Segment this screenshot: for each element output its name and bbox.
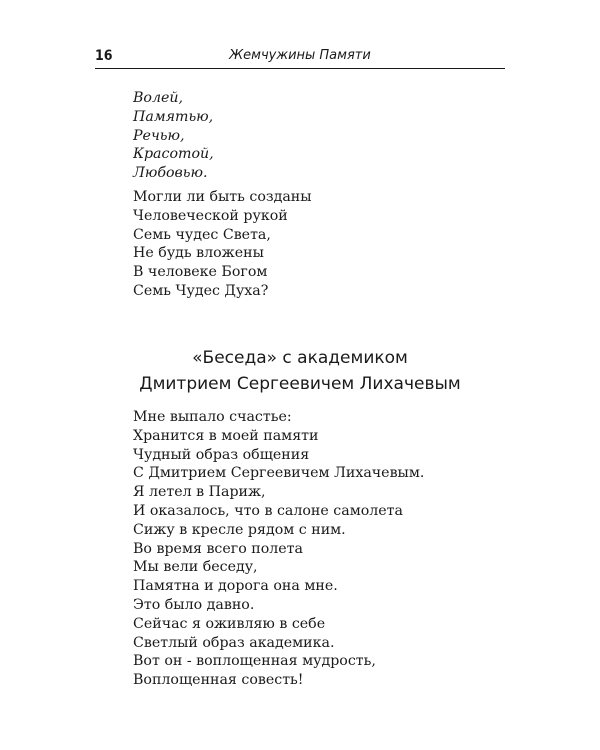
- stanza-2: [133, 188, 312, 301]
- poem-line: Красотой,: [133, 146, 214, 163]
- poem-line: Во время всего полета: [133, 540, 303, 557]
- poem-line: Волей,: [133, 90, 184, 106]
- poem-line: Памятью,: [133, 108, 214, 125]
- poem-line: Могли ли быть созданы: [133, 189, 312, 205]
- poem-line: Памятна и дорога она мне.: [133, 578, 338, 595]
- running-title: Жемчужины Памяти: [229, 48, 371, 63]
- poem-line: Не будь вложены: [133, 245, 264, 262]
- page-number: 16: [95, 48, 113, 64]
- poem-line: Хранится в моей памяти: [133, 427, 319, 444]
- poem-line: Чудный образ общения: [133, 446, 310, 463]
- poem-line: С Дмитрием Сергеевичем Лихачевым.: [133, 465, 425, 482]
- poem-line: И оказалось, что в салоне самолета: [133, 502, 403, 519]
- poem-line: Семь Чудес Духа?: [133, 282, 269, 299]
- poem-line: Сижу в кресле рядом с ним.: [133, 521, 346, 538]
- poem-line: Семь чудес Света,: [133, 226, 271, 243]
- poem-line: Человеческой рукой: [133, 207, 288, 224]
- poem-line: Это было давно.: [133, 596, 255, 613]
- stanza-1: [133, 89, 214, 183]
- section-title-line: «Беседа» с академиком: [192, 348, 408, 368]
- poem-line: Мне выпало счастье:: [133, 409, 292, 425]
- section-title-line: Дмитрием Сергеевичем Лихачевым: [139, 374, 461, 394]
- poem-line: Речью,: [133, 127, 185, 144]
- header-rule: [95, 68, 505, 69]
- poem-line: Я летел в Париж,: [133, 484, 266, 501]
- poem-line: Мы вели беседу,: [133, 559, 258, 576]
- poem-line: Сейчас я оживляю в себе: [133, 615, 326, 632]
- poem-line: Светлый образ академика.: [133, 634, 335, 651]
- poem-line: В человеке Богом: [133, 264, 268, 281]
- poem-line: Любовью.: [133, 165, 208, 182]
- page-header: [95, 44, 505, 70]
- stanza-3: [133, 408, 424, 690]
- poem-line: Вот он - воплощенная мудрость,: [133, 653, 376, 670]
- poem-line: Воплощенная совесть!: [133, 672, 304, 689]
- section-title: [95, 345, 505, 397]
